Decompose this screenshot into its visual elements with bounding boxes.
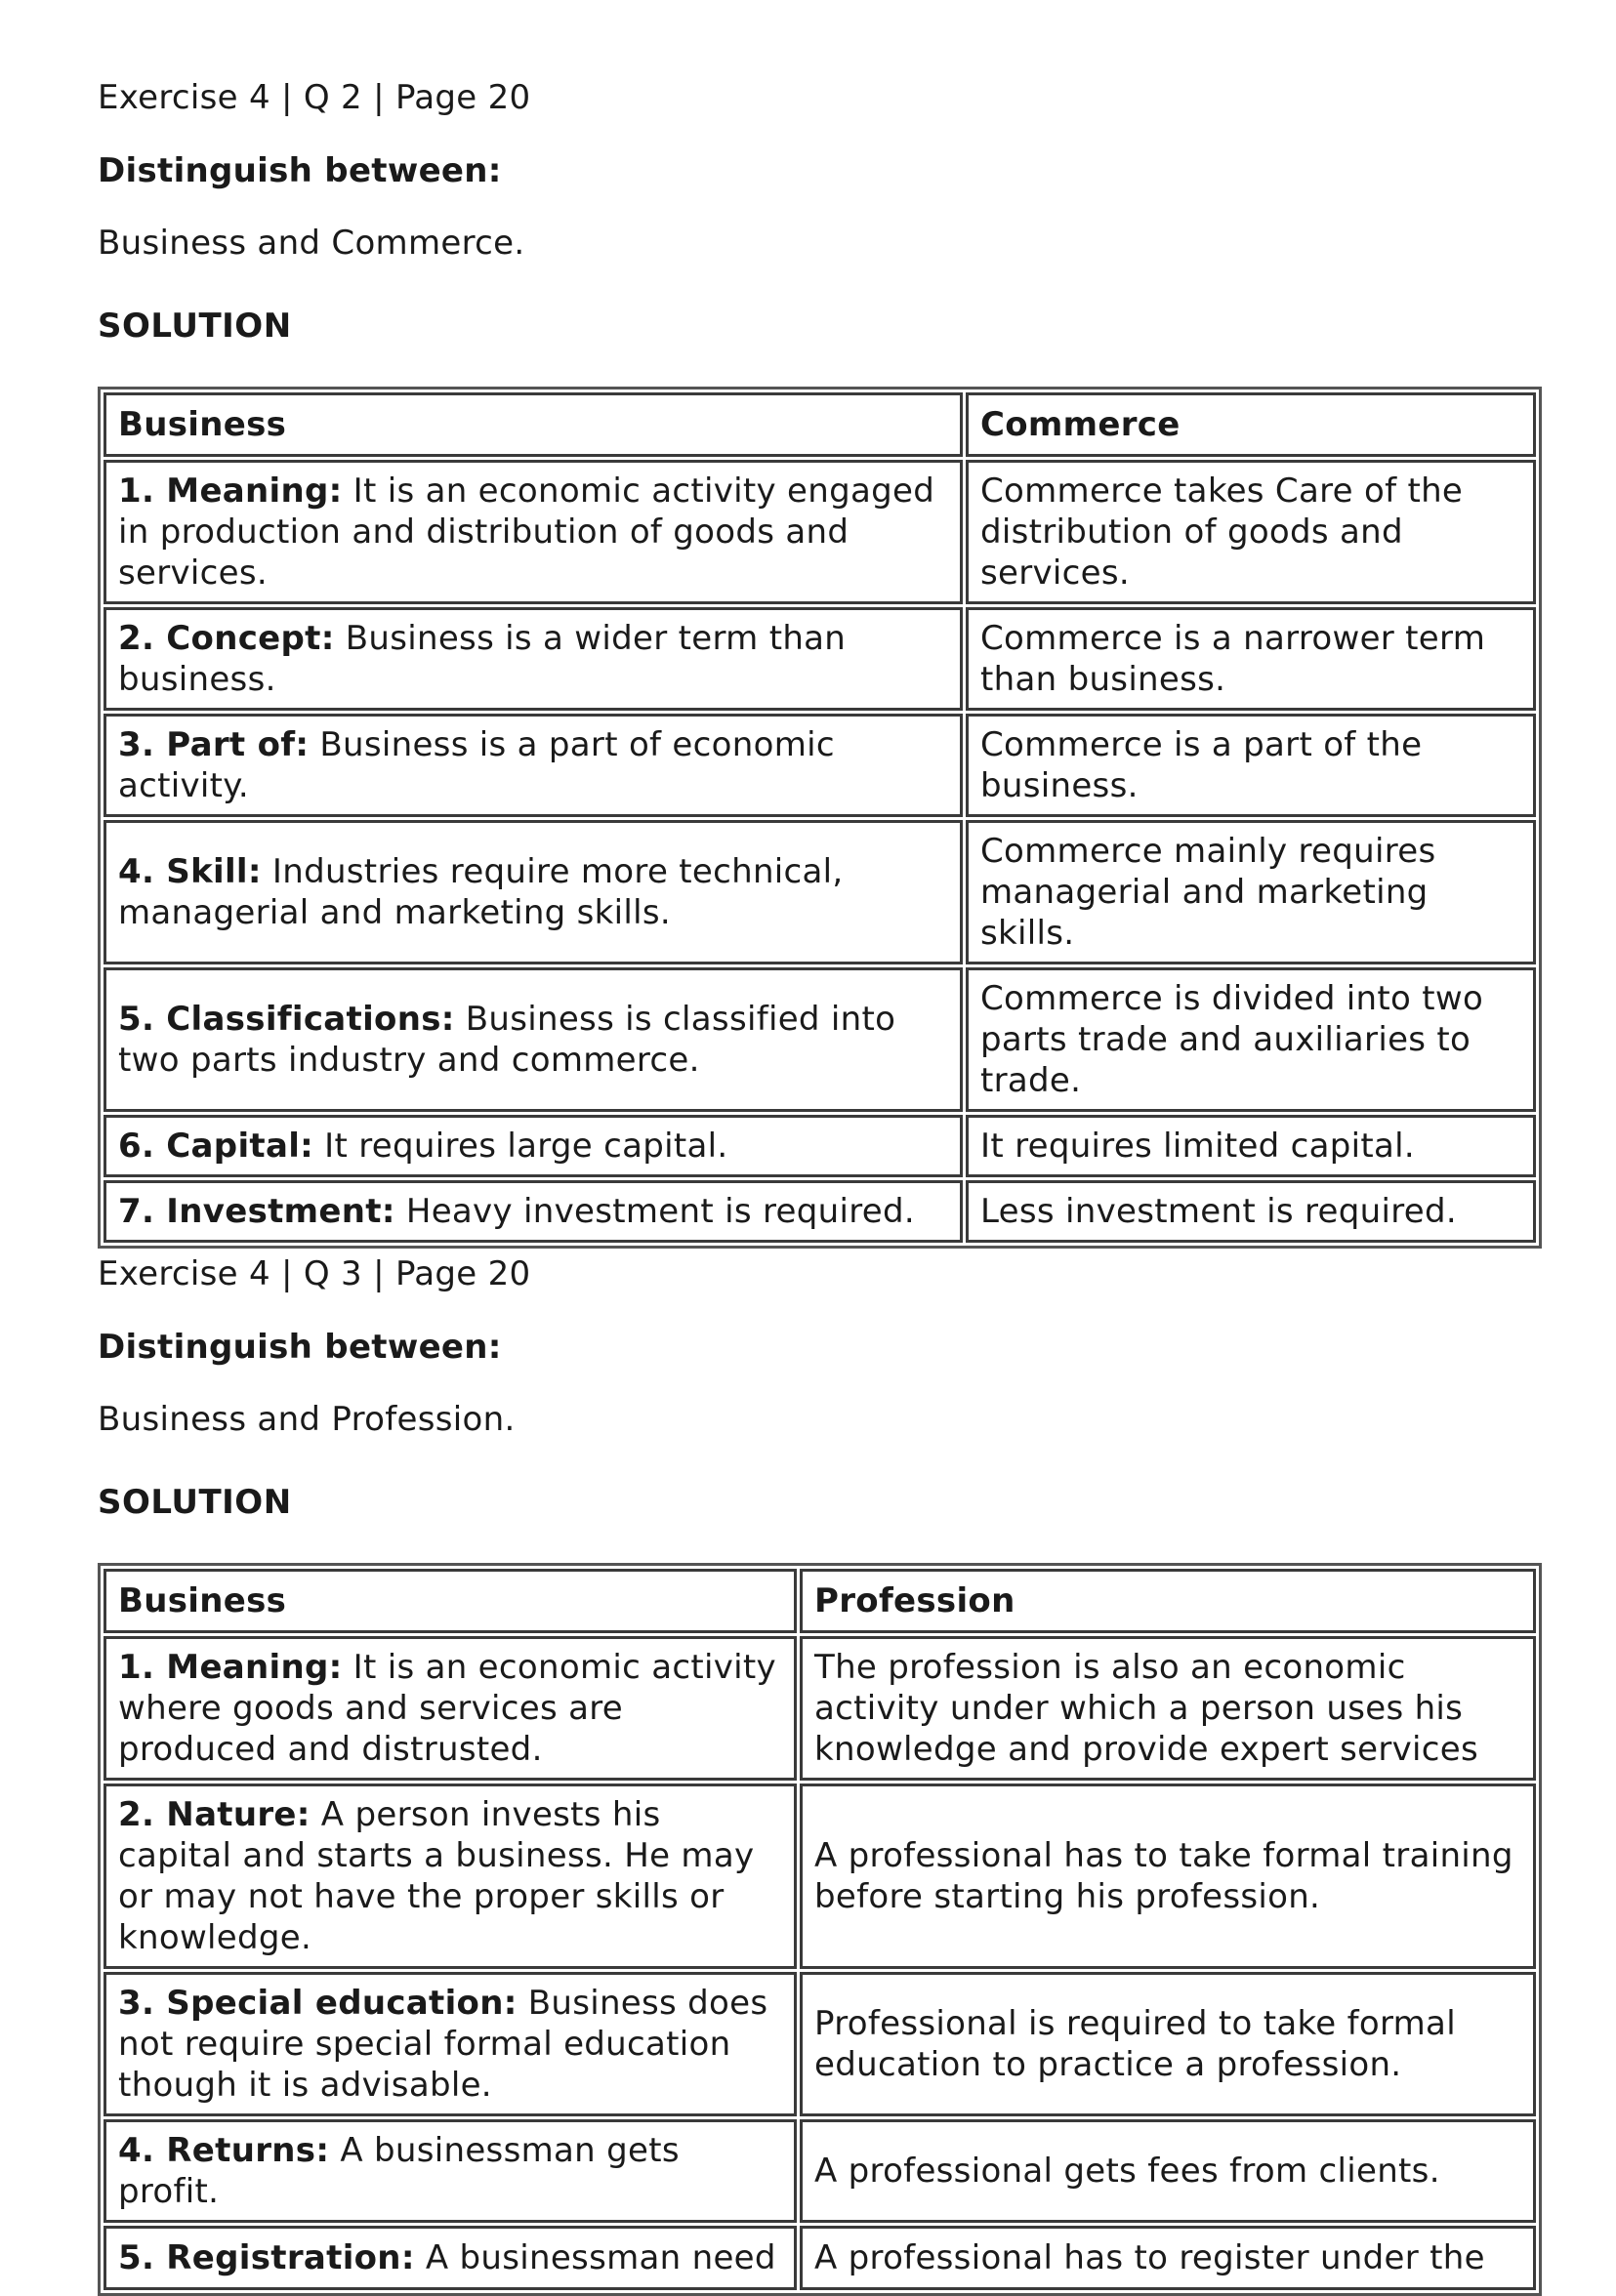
row-label: 1. Meaning: [118,1648,343,1687]
table-cell: A professional has to register under the [800,2226,1536,2290]
table-cell [104,1972,797,2116]
table-cell [104,460,963,604]
row-label: 3. Part of: [118,725,310,764]
table-row [104,1115,1536,1177]
row-label: 3. Special education: [118,1984,518,2023]
table-cell: Commerce is a narrower term than business. [966,607,1536,711]
table-cell [104,1784,797,1969]
table-row [104,1784,1536,1969]
table-cell: A professional gets fees from clients. [800,2119,1536,2223]
table-cell: Professional is required to take formal education to practice a profession. [800,1972,1536,2116]
row-label: 4. Skill: [118,852,262,891]
table-cell [104,1180,963,1243]
table-row [104,2119,1536,2223]
question-heading: Distinguish between: [98,1328,502,1367]
table-cell: Commerce is a part of the business. [966,714,1536,817]
table-row [104,607,1536,711]
table-row [104,714,1536,817]
table-cell: It requires limited capital. [966,1115,1536,1177]
row-label: 5. Classifications: [118,1000,455,1039]
table-cell: Commerce is divided into two parts trade and auxiliaries to trade. [966,967,1536,1112]
row-text: Industries require more technical, managerial and marketing skills. [118,852,844,932]
table-cell [104,607,963,711]
row-text: A businessman gets profit. [118,2131,680,2211]
row-text: Business is a wider term than business. [118,619,847,699]
row-label: 2. Concept: [118,619,335,658]
row-text: Business does not require special formal education though it is advisable. [118,1984,768,2105]
row-label: 2. Nature: [118,1795,311,1834]
table-row [104,460,1536,604]
table-cell [104,714,963,817]
column-header: Commerce [966,392,1536,457]
table-cell: A professional has to take formal training before starting his profession. [800,1784,1536,1969]
table-header-row [104,1569,1536,1633]
row-label: 1. Meaning: [118,472,343,511]
table-cell [104,2119,797,2223]
table-row [104,1636,1536,1781]
question-reference: Exercise 4 | Q 3 | Page 20 [98,1254,531,1293]
table-cell [104,1115,963,1177]
table-row [104,2226,1536,2290]
table-cell: Commerce mainly requires managerial and marketing skills. [966,820,1536,964]
table-row [104,820,1536,964]
question-subject: Business and Commerce. [98,224,525,263]
table-cell: Less investment is required. [966,1180,1536,1243]
table-row [104,1972,1536,2116]
row-label: 4. Returns: [118,2131,330,2170]
row-label: 6. Capital: [118,1127,314,1166]
row-text: A person invests his capital and starts a business. He may or may not have the proper skills or knowledge. [118,1795,755,1957]
question-subject: Business and Profession. [98,1400,516,1439]
row-text: A businessman need [414,2238,776,2277]
table-cell: Commerce takes Care of the distribution of goods and services. [966,460,1536,604]
solution-heading: SOLUTION [98,1483,292,1522]
row-label: 7. Investment: [118,1192,395,1231]
table-header-row [104,392,1536,457]
question-reference: Exercise 4 | Q 2 | Page 20 [98,78,531,117]
column-header: Business [104,1569,797,1633]
row-text: Heavy investment is required. [394,1192,915,1231]
row-text: It is an economic activity engaged in production and distribution of goods and services. [118,472,935,593]
table-row [104,967,1536,1112]
row-text: It requires large capital. [313,1127,728,1166]
table-cell: The profession is also an economic activity under which a person uses his knowledge and provide expert services [800,1636,1536,1781]
column-header: Business [104,392,963,457]
comparison-table-business-commerce [98,387,1542,1249]
table-cell [104,820,963,964]
comparison-table-business-profession [98,1563,1542,2296]
question-heading: Distinguish between: [98,151,502,190]
row-text: It is an economic activity where goods and services are produced and distrusted. [118,1648,776,1769]
row-text: Business is classified into two parts industry and commerce. [118,1000,896,1080]
column-header: Profession [800,1569,1536,1633]
solution-heading: SOLUTION [98,307,292,346]
row-text: Business is a part of economic activity. [118,725,835,805]
table-row [104,1180,1536,1243]
row-label: 5. Registration: [118,2238,415,2277]
table-cell [104,1636,797,1781]
table-cell [104,2226,797,2290]
table-cell [104,967,963,1112]
